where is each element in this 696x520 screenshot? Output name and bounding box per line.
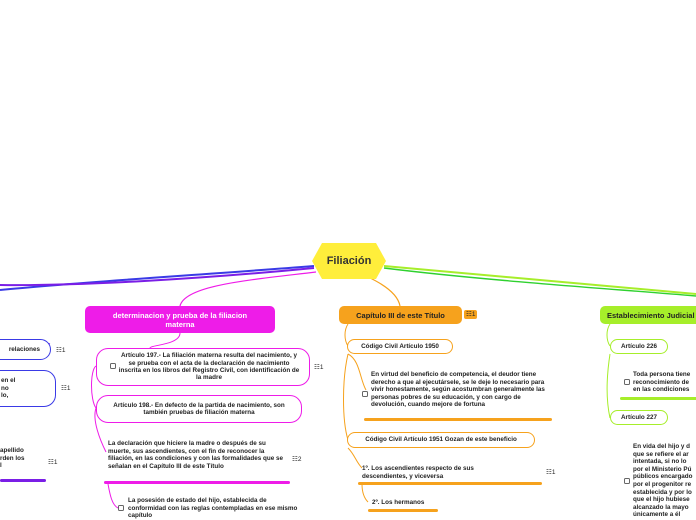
node-articulo-197-text: Artículo 197.- La filiación materna resulta del nacimiento, y se prueba con el acta de la declaración de nacimiento inscrita en los libros del Registro Civil, con identificación de la madre xyxy=(118,352,300,382)
text-line: establecida y por lo xyxy=(633,488,692,496)
node-hermanos-underline xyxy=(368,509,438,512)
text-line: que se refiere el ar xyxy=(633,450,689,458)
checkbox-articulo-197[interactable] xyxy=(110,363,116,369)
task-count: 1 xyxy=(319,364,324,371)
node-en-vida-hijo[interactable] xyxy=(633,443,696,519)
node-beneficio-underline xyxy=(364,418,552,421)
node-articulo-197[interactable] xyxy=(96,348,310,386)
node-posesion-estado-text: La posesión de estado del hijo, establecida de conformidad con las reglas contempladas en ese mismo capítulo xyxy=(128,497,298,520)
central-topic[interactable] xyxy=(312,241,386,281)
node-left-2[interactable] xyxy=(0,370,56,407)
node-beneficio-competencia-text: En virtud del beneficio de competencia, el deudor tiene derecho a que al ejecutársele, se le deje lo necesario para vivir honestamente, según acostumbran generalmente las personas pobres de su educación, y con cargo de devolución, cuando mejore de fortuna xyxy=(371,371,545,409)
node-articulo-198[interactable] xyxy=(96,395,302,423)
node-codigo-1950-text: Código Civil Artículo 1950 xyxy=(361,342,439,350)
text-line: por el progenitor re xyxy=(633,480,692,488)
node-hermanos-text: 2º. Los hermanos xyxy=(372,499,425,506)
text-line: en el xyxy=(1,377,16,385)
task-counter-declaracion[interactable]: ☷2 xyxy=(292,456,302,463)
node-ascendientes-text: 1º. Los ascendientes respecto de sus descendientes, y viceversa xyxy=(362,465,474,480)
checkbox-posesion-estado[interactable] xyxy=(118,505,124,511)
task-counter-ascendientes[interactable]: ☷1 xyxy=(546,469,556,476)
task-count: 1 xyxy=(53,459,58,466)
text-line: no xyxy=(1,384,9,392)
node-left-relaciones[interactable] xyxy=(0,339,51,360)
central-topic-label: Filiación xyxy=(326,255,372,267)
text-line: en las condiciones xyxy=(633,386,690,394)
node-declaracion-madre-underline xyxy=(104,481,290,484)
topic-determinacion-materna-label: determinacion y prueba de la filiacion materna xyxy=(112,310,248,329)
text-line: alcanzado la mayo xyxy=(633,503,689,511)
node-left-relaciones-text: relaciones xyxy=(8,345,40,353)
node-articulo-198-text: Artículo 198.- En defecto de la partida de nacimiento, son también pruebas de filiación materna xyxy=(113,401,285,416)
text-line: por el Ministerio Pú xyxy=(633,465,692,473)
node-codigo-1951[interactable] xyxy=(347,432,535,448)
checkbox-en-vida-hijo[interactable] xyxy=(624,478,630,484)
node-ascendientes[interactable] xyxy=(362,465,502,480)
task-count: 2 xyxy=(297,456,302,463)
text-line: lo, xyxy=(1,392,9,400)
node-left-apellido-underline xyxy=(0,479,46,482)
topic-determinacion-materna[interactable] xyxy=(85,306,275,333)
node-left-2-text xyxy=(1,377,15,399)
node-beneficio-competencia[interactable] xyxy=(371,371,547,409)
node-articulo-226[interactable] xyxy=(610,339,668,354)
checkbox-beneficio-competencia[interactable] xyxy=(362,391,368,397)
task-count: 1 xyxy=(66,385,71,392)
node-articulo-227-text: Artículo 227 xyxy=(620,413,658,421)
task-counter-left-3[interactable]: ☷1 xyxy=(48,459,58,466)
node-toda-persona[interactable] xyxy=(633,371,696,394)
text-line: apellido xyxy=(0,447,24,454)
text-line: intentada, si no lo xyxy=(633,458,687,466)
text-line: Toda persona tiene xyxy=(633,371,691,378)
topic-establecimiento-judicial-label: Establecimiento Judicial xyxy=(607,310,695,320)
node-ascendientes-underline xyxy=(358,482,542,485)
topic-establecimiento-judicial[interactable] xyxy=(600,306,696,324)
node-declaracion-madre-text: La declaración que hiciere la madre o después de su muerte, sus ascendientes, con el fin de reconocer la filiación, en las condiciones y con las formalidades que se señalan en el Capítulo III de este Título xyxy=(108,440,283,470)
text-line: que el hijo hubiese xyxy=(633,496,690,504)
text-line: En vida del hijo y d xyxy=(633,443,691,450)
task-counter-articulo-197[interactable]: ☷1 xyxy=(314,364,324,371)
text-line: l xyxy=(0,462,2,470)
text-line: públicos encargado xyxy=(633,473,693,481)
node-declaracion-madre[interactable] xyxy=(108,440,284,470)
topic-capitulo-iii-label: Capítulo III de este Título xyxy=(356,310,445,320)
node-toda-persona-underline xyxy=(620,397,696,400)
task-count: 1 xyxy=(61,347,66,354)
task-counter-left-1[interactable]: ☷1 xyxy=(56,347,66,354)
node-articulo-227[interactable] xyxy=(610,410,668,425)
node-hermanos[interactable] xyxy=(372,499,452,507)
node-left-apellido[interactable] xyxy=(0,447,40,470)
task-counter-capitulo[interactable]: ☷1 xyxy=(466,311,476,318)
task-counter-left-2[interactable]: ☷1 xyxy=(61,385,71,392)
node-codigo-1950[interactable] xyxy=(347,339,453,354)
task-count: 1 xyxy=(471,311,476,318)
node-articulo-226-text: Artículo 226 xyxy=(620,342,658,350)
text-line: únicamente a él xyxy=(633,511,681,519)
task-count: 1 xyxy=(551,469,556,476)
node-codigo-1951-text: Código Civil Artículo 1951 Gozan de este beneficio xyxy=(365,436,517,444)
topic-capitulo-iii[interactable] xyxy=(339,306,462,324)
checkbox-toda-persona[interactable] xyxy=(624,379,630,385)
node-posesion-estado[interactable] xyxy=(128,497,298,520)
text-line: reconocimiento de xyxy=(633,378,689,386)
text-line: rden los xyxy=(0,454,25,462)
